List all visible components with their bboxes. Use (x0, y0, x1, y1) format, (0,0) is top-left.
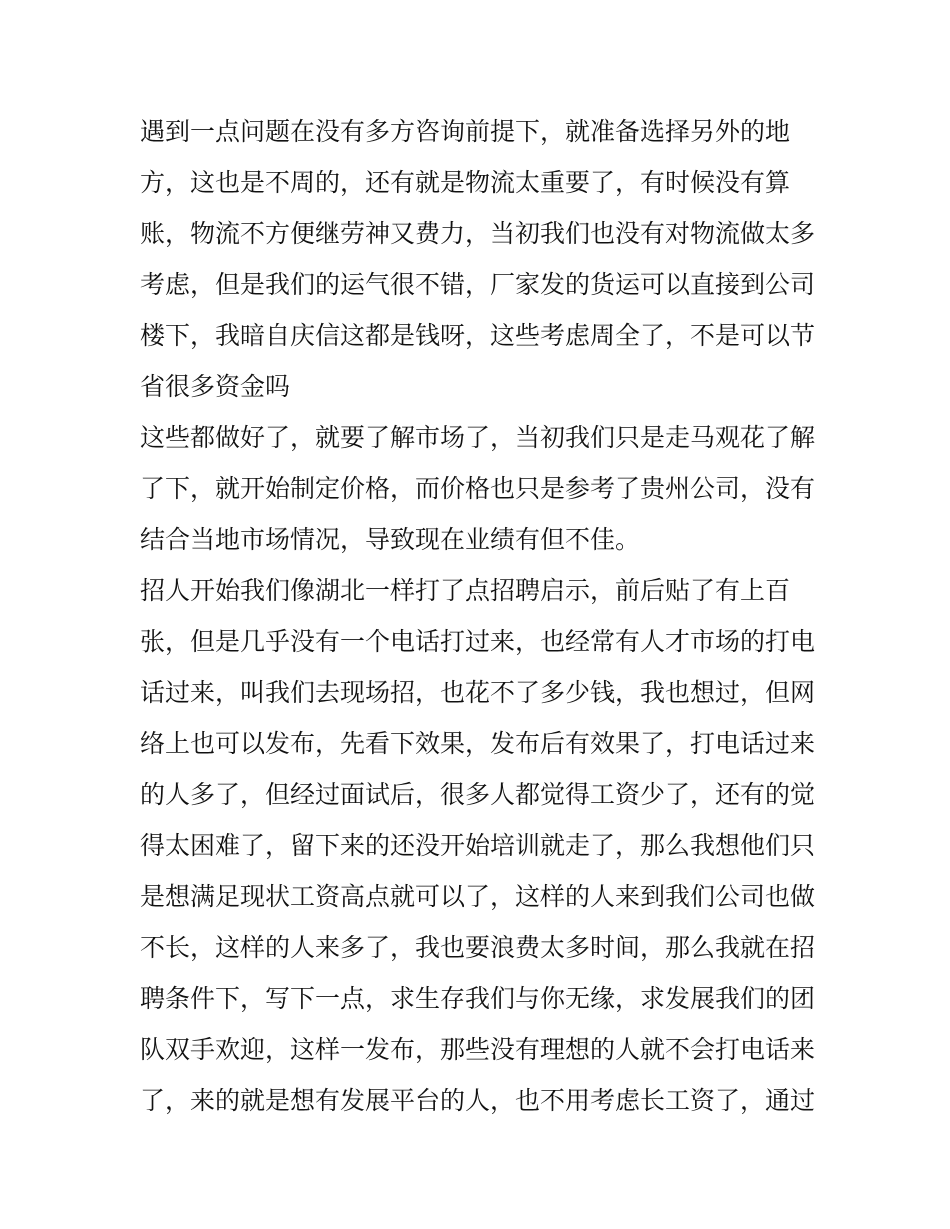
text-line-12: 话过来，叫我们去现场招，也花不了多少钱，我也想过，但网 (140, 678, 816, 707)
text-line-11: 张，但是几乎没有一个电话打过来，也经常有人才市场的打电 (140, 627, 816, 656)
text-line-13: 络上也可以发布，先看下效果，发布后有效果了，打电话过来 (140, 729, 816, 758)
text-line-15: 得太困难了，留下来的还没开始培训就走了，那么我想他们只 (140, 831, 816, 860)
text-line-5: 楼下，我暗自庆信这都是钱呀，这些考虑周全了，不是可以节 (140, 321, 816, 350)
text-line-4: 考虑，但是我们的运气很不错，厂家发的货运可以直接到公司 (140, 270, 816, 299)
text-line-20: 了，来的就是想有发展平台的人，也不用考虑长工资了，通过 (140, 1086, 816, 1115)
text-line-10: 招人开始我们像湖北一样打了点招聘启示，前后贴了有上百 (140, 576, 791, 605)
text-line-9: 结合当地市场情况，导致现在业绩有但不佳。 (140, 525, 641, 554)
text-line-18: 聘条件下，写下一点，求生存我们与你无缘，求发展我们的团 (140, 984, 816, 1013)
text-line-14: 的人多了，但经过面试后，很多人都觉得工资少了，还有的觉 (140, 780, 816, 809)
text-line-8: 了下，就开始制定价格，而价格也只是参考了贵州公司，没有 (140, 474, 816, 503)
text-line-2: 方，这也是不周的，还有就是物流太重要了，有时候没有算 (140, 168, 791, 197)
text-line-16: 是想满足现状工资高点就可以了，这样的人来到我们公司也做 (140, 882, 816, 911)
text-line-17: 不长，这样的人来多了，我也要浪费太多时间，那么我就在招 (140, 933, 816, 962)
text-line-19: 队双手欢迎，这样一发布，那些没有理想的人就不会打电话来 (140, 1035, 816, 1064)
text-line-6: 省很多资金吗 (140, 372, 291, 401)
text-line-1: 遇到一点问题在没有多方咨询前提下，就准备选择另外的地 (140, 117, 791, 146)
text-line-7: 这些都做好了，就要了解市场了，当初我们只是走马观花了解 (140, 423, 816, 452)
text-line-3: 账，物流不方便继劳神又费力，当初我们也没有对物流做太多 (140, 219, 816, 248)
body-text (140, 106, 820, 1126)
